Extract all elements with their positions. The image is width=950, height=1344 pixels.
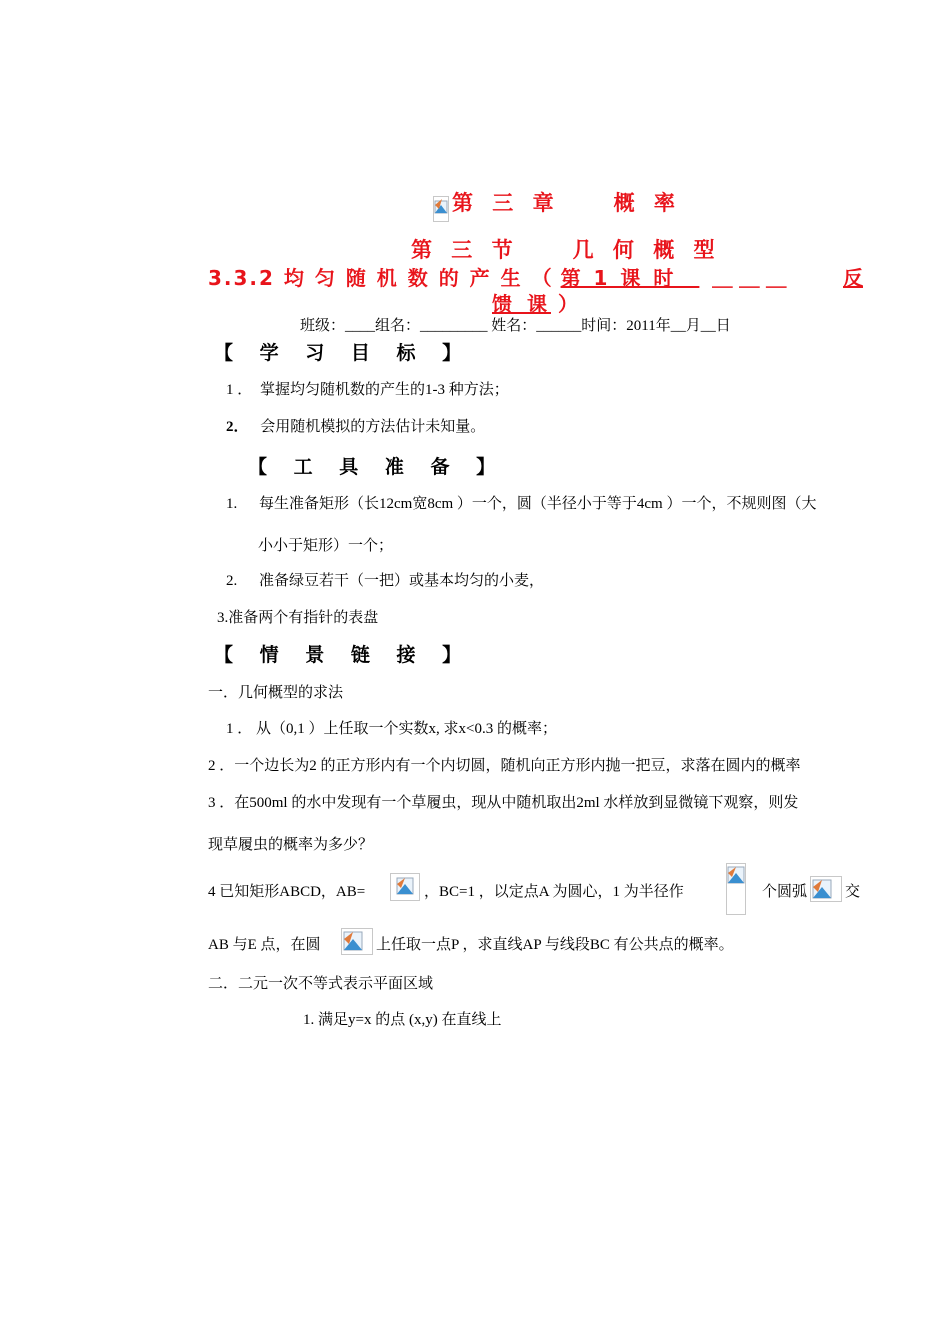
lesson-title-part-e: 馈 课 <box>492 292 551 316</box>
lesson-title-part-b: 第 1 课 时 <box>560 266 700 290</box>
part1-title: 一．几何概型的求法 <box>208 685 344 701</box>
chapter-title: 第 三 章 概 率 <box>452 191 681 215</box>
tool-item <box>226 569 544 590</box>
tool-number: 1. <box>226 496 238 512</box>
question-3-line2: 现草履虫的概率为多少？ <box>208 837 374 853</box>
goal-text: 掌握均匀随机数的产生的1-3 种方法； <box>260 382 509 398</box>
question-4-part4: 交 <box>845 884 861 900</box>
question-4-part2: ，BC=1 ，以定点A 为圆心，1 为半径作 <box>424 884 684 900</box>
student-info-line: 班级：____组名：_________ 姓名：______时间：2011年__月__日 <box>300 318 731 334</box>
tool-text: 准备绿豆若干（一把）或基本均匀的小麦， <box>259 573 545 589</box>
lesson-title <box>208 262 806 291</box>
goal-number: 1 ． <box>226 382 253 398</box>
formula-image-icon <box>341 928 373 955</box>
question-1: 1 ． 从（0,1 ）上任取一个实数x, 求x<0.3 的概率； <box>226 721 557 737</box>
formula-image-icon <box>726 863 746 915</box>
goal-number: 2． <box>226 419 249 435</box>
goal-item <box>226 378 509 399</box>
lesson-title-part-f: ） <box>557 292 578 316</box>
question-4-part1: 4 已知矩形ABCD，AB= <box>208 884 366 900</box>
heading-links: 【 情 景 链 接 】 <box>214 644 472 666</box>
question-2: 2 ．一个边长为2 的正方形内有一个内切圆，随机向正方形内抛一把豆，求落在圆内的概率 <box>208 758 801 774</box>
part2-question-1: 1. 满足y=x 的点 (x,y) 在直线上 <box>303 1012 502 1028</box>
question-4-line2-part2: 上任取一点P ，求直线AP 与线段BC 有公共点的概率。 <box>376 937 734 953</box>
tool-item <box>217 606 378 627</box>
formula-image-icon <box>390 873 420 901</box>
tool-number: 2. <box>226 573 238 589</box>
tool-text: 准备两个有指针的表盘 <box>228 610 379 626</box>
lesson-title-part-d: 反 <box>843 266 863 290</box>
goal-item <box>226 415 485 436</box>
title-image-icon <box>433 196 449 222</box>
tool-text: 每生准备矩形（长12cm宽8cm ）一个，圆（半径小于等于4cm ）一个，不规则图（大 <box>259 496 817 512</box>
question-3-line1: 3 ．在500ml 的水中发现有一个草履虫，现从中随机取出2ml 水样放到显微镜下观察，则发 <box>208 795 799 811</box>
part2-title: 二．二元一次不等式表示平面区域 <box>208 976 434 992</box>
question-4-line2-part1: AB 与E 点，在圆 <box>208 937 321 953</box>
tool-item-continuation: 小小于矩形）一个； <box>258 538 394 554</box>
question-4-part3: 个圆弧 <box>762 884 808 900</box>
tool-item <box>226 492 816 513</box>
heading-goals: 【 学 习 目 标 】 <box>214 342 472 364</box>
lesson-title-part-a: 3.3.2 均 匀 随 机 数 的 产 生 （ <box>208 266 554 290</box>
goal-text: 会用随机模拟的方法估计未知量。 <box>260 419 486 435</box>
lesson-title-part-c: ＿ ＿ ＿ <box>712 266 807 290</box>
section-title: 第 三 节 几 何 概 型 <box>411 238 721 262</box>
tool-number: 3. <box>217 610 229 626</box>
heading-tools: 【 工 具 准 备 】 <box>248 456 506 478</box>
formula-image-icon <box>810 876 842 902</box>
lesson-title-line2 <box>492 288 578 317</box>
